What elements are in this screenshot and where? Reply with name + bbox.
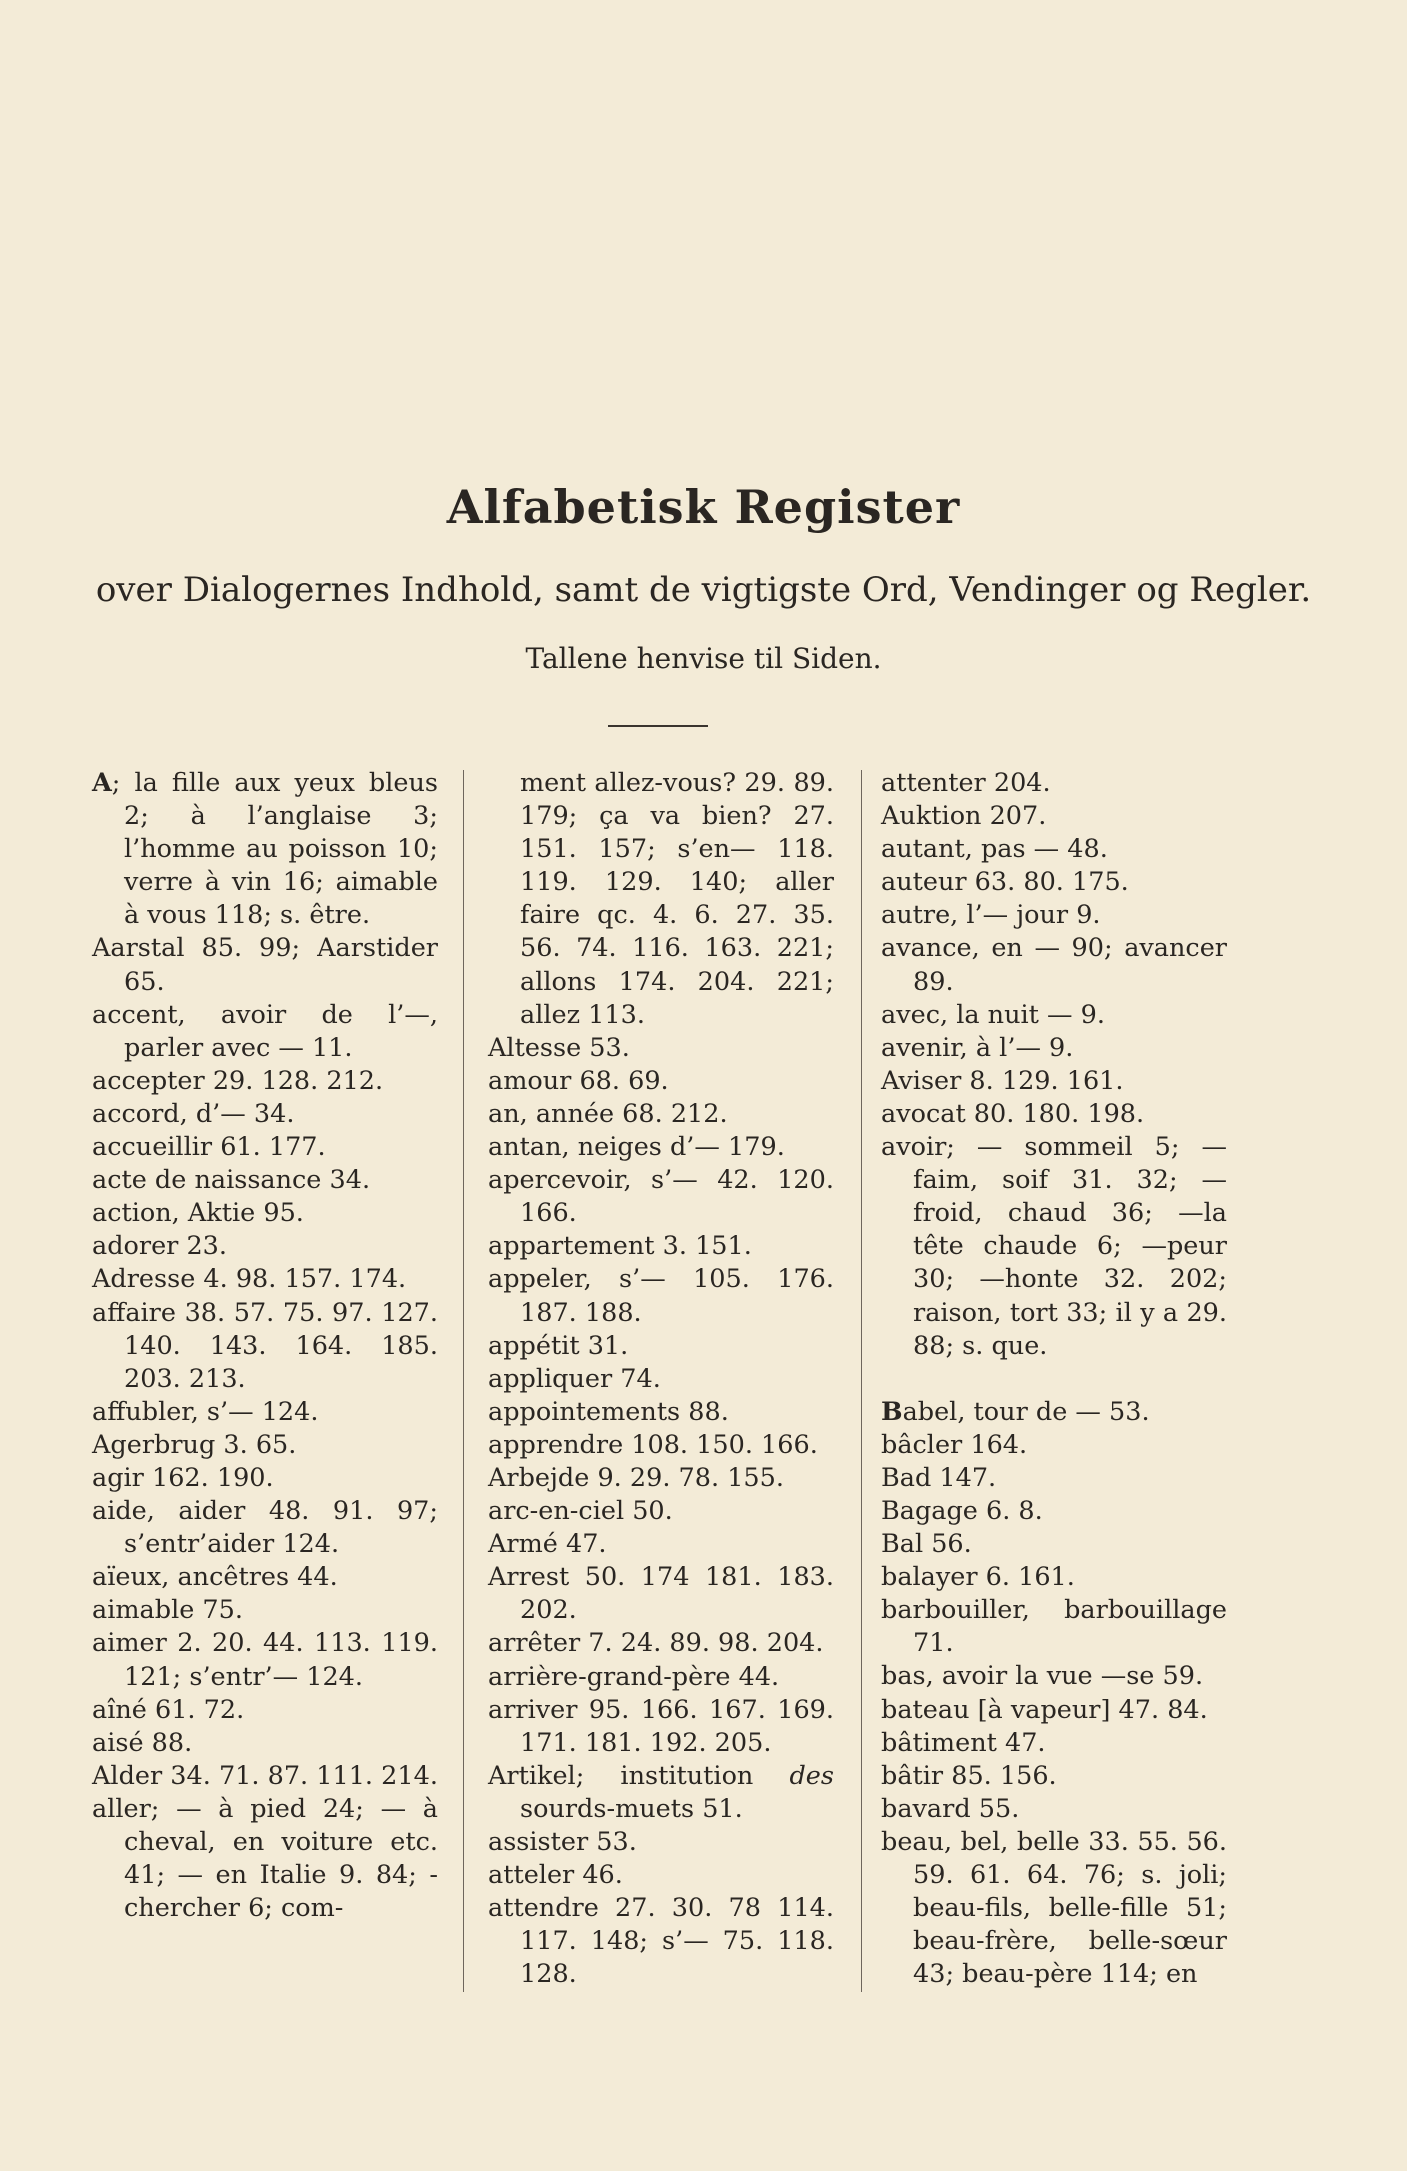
index-entry (92, 1594, 438, 1627)
index-entry (92, 1098, 438, 1131)
entry-text: beau, bel, belle 33. 55. 56. 59. 61. 64. 76; s. joli; beau-fils, belle-fille 51; beau-frère, belle-sœur 43; beau-père 114; en (881, 1826, 1227, 1990)
index-entry (92, 1760, 438, 1793)
index-entry (488, 1230, 834, 1263)
entry-text: atteler 46. (488, 1860, 623, 1891)
index-column-1 (92, 767, 438, 1925)
entry-text: assister 53. (488, 1827, 637, 1857)
index-entry (488, 1495, 834, 1528)
entry-text: aîné 61. 72. (92, 1694, 245, 1725)
entry-text: Aviser 8. 129. 161. (881, 1065, 1124, 1096)
entry-text: auteur 63. 80. 175. (881, 867, 1129, 898)
index-entry (488, 1627, 834, 1660)
index-entry (488, 1694, 834, 1760)
index-entry (881, 1528, 1227, 1561)
index-entry (881, 899, 1227, 932)
entry-text: Arbejde 9. 29. 78. 155. (488, 1462, 784, 1493)
index-entry (881, 1793, 1227, 1826)
index-entry (881, 1727, 1227, 1760)
index-entry (92, 1727, 438, 1760)
entry-text: accent, avoir de l’—, parler avec — 11. (92, 999, 438, 1063)
entry-text: Armé 47. (488, 1529, 607, 1560)
column-divider (463, 770, 464, 1992)
entry-text: accord, d’— 34. (92, 1098, 295, 1129)
index-entry (488, 1760, 834, 1826)
index-entry (488, 1065, 834, 1098)
index-entry (881, 1032, 1227, 1065)
index-entry (488, 1032, 834, 1065)
index-entry (92, 1230, 438, 1263)
index-entry (92, 1694, 438, 1727)
index-entry (881, 833, 1227, 866)
index-entry (488, 1561, 834, 1627)
entry-text: arrière-grand-père 44. (488, 1661, 780, 1692)
index-entry (488, 1330, 834, 1363)
index-entry (881, 1495, 1227, 1528)
index-entry (488, 767, 834, 1032)
index-entry (92, 999, 438, 1065)
index-entry (881, 1694, 1227, 1727)
index-column-2 (488, 767, 834, 1991)
entry-text: accueillir 61. 177. (92, 1132, 326, 1163)
index-entry (881, 1561, 1227, 1594)
index-entry (92, 1065, 438, 1098)
index-entry (488, 1859, 834, 1892)
index-entry (488, 1098, 834, 1131)
entry-text: Aarstal 85. 99; Aarstider 65. (92, 933, 438, 997)
entry-text: attenter 204. (881, 768, 1051, 798)
entry-text: aimable 75. (92, 1595, 243, 1626)
index-entry (488, 1462, 834, 1495)
entry-text: aimer 2. 20. 44. 113. 119. 121; s’entr’— 124. (92, 1628, 438, 1692)
index-entry (92, 1197, 438, 1230)
entry-text: bâtiment 47. (881, 1727, 1046, 1758)
entry-text: bavard 55. (881, 1793, 1020, 1824)
index-entry (92, 1627, 438, 1693)
entry-text: Artikel; institution (488, 1760, 790, 1791)
entry-text: Adresse 4. 98. 157. 174. (92, 1264, 407, 1295)
index-entry (881, 1065, 1227, 1098)
index-entry (881, 1429, 1227, 1462)
section-letter: B (881, 1396, 903, 1427)
entry-text: an, année 68. 212. (488, 1098, 728, 1129)
entry-text: avec, la nuit — 9. (881, 999, 1105, 1030)
index-column-3 (881, 767, 1227, 1991)
index-entry (881, 1462, 1227, 1495)
entry-text: arc-en-ciel 50. (488, 1496, 673, 1527)
entry-text: autant, pas — 48. (881, 834, 1108, 865)
entry-text: balayer 6. 161. (881, 1562, 1075, 1593)
index-entry (92, 1793, 438, 1925)
page-title: Alfabetisk Register (446, 480, 961, 534)
index-entry (881, 999, 1227, 1032)
entry-text: antan, neiges d’— 179. (488, 1132, 785, 1163)
entry-text: avocat 80. 180. 198. (881, 1098, 1145, 1129)
entry-text: apercevoir, s’— 42. 120. 166. (488, 1165, 834, 1229)
index-entry (881, 866, 1227, 899)
index-entry (92, 1462, 438, 1495)
entry-text: affubler, s’— 124. (92, 1396, 319, 1427)
title-rule (608, 725, 708, 727)
index-entry (881, 1098, 1227, 1131)
index-entry (92, 1297, 438, 1396)
entry-text: adorer 23. (92, 1231, 228, 1262)
index-entry (881, 1826, 1227, 1991)
entry-text: autre, l’— jour 9. (881, 900, 1101, 931)
entry-text: affaire 38. 57. 75. 97. 127. 140. 143. 164. 185. 203. 213. (92, 1297, 438, 1394)
entry-text: bas, avoir la vue —se 59. (881, 1661, 1204, 1692)
entry-text: avenir, à l’— 9. (881, 1032, 1074, 1063)
entry-text: appointements 88. (488, 1396, 729, 1427)
entry-text: arrêter 7. 24. 89. 98. 204. (488, 1628, 824, 1659)
section-letter: A (92, 768, 112, 798)
entry-text: apprendre 108. 150. 166. (488, 1429, 818, 1460)
index-entry (881, 800, 1227, 833)
index-entry (92, 767, 438, 932)
index-entry (881, 1396, 1227, 1429)
entry-text: amour 68. 69. (488, 1065, 669, 1096)
letter-gap (881, 1363, 1227, 1396)
entry-text: Alder 34. 71. 87. 111. 214. (92, 1760, 438, 1791)
entry-text: barbouiller, barbouillage 71. (881, 1595, 1227, 1659)
entry-text: avance, en — 90; avancer 89. (881, 933, 1227, 997)
index-entry (488, 1396, 834, 1429)
index-entry (92, 1429, 438, 1462)
page-subtitle: over Dialogernes Indhold, samt de vigtigste Ord, Vendinger og Regler. (95, 570, 1312, 610)
entry-text: action, Aktie 95. (92, 1198, 304, 1229)
entry-text: ; la fille aux yeux bleus 2; à l’anglaise 3; l’homme au poisson 10; verre à vin 16; aimable à vous 118; s. être. (111, 768, 438, 931)
entry-text: acte de naissance 34. (92, 1165, 371, 1196)
entry-italic: des (789, 1760, 834, 1791)
index-entry (488, 1826, 834, 1859)
page-note: Tallene henvise til Siden. (525, 642, 882, 675)
index-entry (92, 932, 438, 998)
index-entry (92, 1561, 438, 1594)
entry-text-rest: sourds-muets 51. (520, 1793, 743, 1824)
entry-text: appétit 31. (488, 1330, 629, 1361)
entry-text: aisé 88. (92, 1727, 193, 1758)
entry-text: aller; — à pied 24; — à cheval, en voiture etc. 41; — en Italie 9. 84; - chercher 6; com- (92, 1793, 438, 1924)
index-entry (92, 1263, 438, 1296)
entry-text: Auktion 207. (881, 801, 1047, 832)
entry-text: bâtir 85. 156. (881, 1760, 1057, 1791)
index-entry (488, 1164, 834, 1230)
entry-text: aïeux, ancêtres 44. (92, 1562, 338, 1593)
entry-text: attendre 27. 30. 78 114. 117. 148; s’— 75. 118. 128. (488, 1893, 834, 1990)
index-entry (488, 1131, 834, 1164)
entry-text: Bagage 6. 8. (881, 1495, 1043, 1526)
index-entry (881, 767, 1227, 800)
index-entry (881, 1594, 1227, 1660)
index-entry (881, 1131, 1227, 1363)
entry-text: abel, tour de — 53. (902, 1396, 1150, 1427)
entry-text: Bal 56. (881, 1529, 972, 1560)
index-entry (92, 1131, 438, 1164)
index-entry (488, 1528, 834, 1561)
entry-text: Agerbrug 3. 65. (92, 1429, 297, 1460)
index-entry (881, 1760, 1227, 1793)
column-divider (861, 770, 862, 1992)
entry-text: Bad 147. (881, 1462, 997, 1493)
index-entry (488, 1892, 834, 1991)
entry-text: agir 162. 190. (92, 1462, 274, 1493)
entry-text: avoir; — sommeil 5; — faim, soif 31. 32; — froid, chaud 36; —la tête chaude 6; —peur 30; —honte 32. 202; raison, tort 33; il y a 29. 88; s. que. (881, 1132, 1227, 1361)
entry-text: ment allez-vous? 29. 89. 179; ça va bien? 27. 151. 157; s’en— 118. 119. 129. 140; aller faire qc. 4. 6. 27. 35. 56. 74. 116. 163. 221; allons 174. 204. 221; allez 113. (520, 768, 834, 1030)
entry-text: appeler, s’— 105. 176. 187. 188. (488, 1264, 834, 1328)
entry-text: appliquer 74. (488, 1363, 661, 1394)
entry-text: aide, aider 48. 91. 97; s’entr’aider 124. (92, 1496, 438, 1560)
entry-text: bâcler 164. (881, 1429, 1028, 1460)
index-entry (488, 1661, 834, 1694)
entry-text: bateau [à vapeur] 47. 84. (881, 1694, 1208, 1725)
index-entry (488, 1363, 834, 1396)
index-entry (92, 1164, 438, 1197)
index-entry (488, 1263, 834, 1329)
entry-text: accepter 29. 128. 212. (92, 1065, 384, 1096)
entry-text: Arrest 50. 174 181. 183. 202. (488, 1562, 834, 1626)
entry-text: Altesse 53. (488, 1032, 630, 1063)
index-entry (881, 932, 1227, 998)
entry-text: appartement 3. 151. (488, 1231, 752, 1262)
index-entry (488, 1429, 834, 1462)
entry-text: arriver 95. 166. 167. 169. 171. 181. 192. 205. (488, 1694, 834, 1758)
index-entry (92, 1495, 438, 1561)
index-entry (92, 1396, 438, 1429)
index-entry (881, 1660, 1227, 1693)
